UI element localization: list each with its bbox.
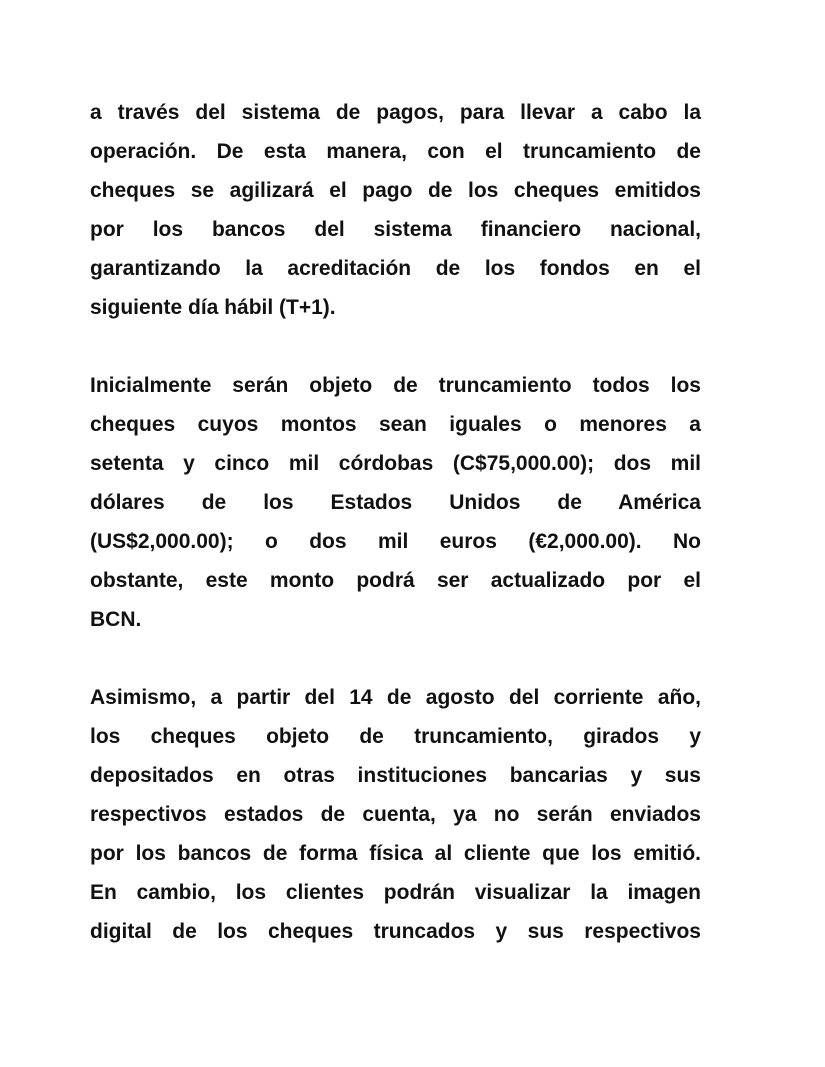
paragraph-august-change bbox=[90, 678, 701, 951]
text-line: (US$2,000.00); o dos mil euros (€2,000.00). No bbox=[90, 530, 701, 553]
text-line: a través del sistema de pagos, para llevar a cabo la bbox=[90, 101, 701, 124]
text-line: por los bancos de forma física al cliente que los emitió. bbox=[90, 842, 701, 865]
text-line: En cambio, los clientes podrán visualizar la imagen bbox=[90, 881, 701, 904]
text-line: cheques se agilizará el pago de los cheques emitidos bbox=[90, 179, 701, 202]
text-line: dólares de los Estados Unidos de América bbox=[90, 491, 701, 514]
text-line: los cheques objeto de truncamiento, girados y bbox=[90, 725, 701, 748]
text-line: obstante, este monto podrá ser actualizado por el bbox=[90, 569, 701, 592]
paragraph-payment-system bbox=[90, 93, 701, 327]
paragraph-spacer bbox=[90, 639, 701, 678]
text-line: Asimismo, a partir del 14 de agosto del corriente año, bbox=[90, 686, 701, 709]
text-line: siguiente día hábil (T+1). bbox=[90, 296, 336, 319]
text-line: setenta y cinco mil córdobas (C$75,000.00); dos mil bbox=[90, 452, 701, 475]
text-line: por los bancos del sistema financiero nacional, bbox=[90, 218, 701, 241]
text-line: Inicialmente serán objeto de truncamiento todos los bbox=[90, 374, 701, 397]
text-line: cheques cuyos montos sean iguales o menores a bbox=[90, 413, 701, 436]
text-line: garantizando la acreditación de los fondos en el bbox=[90, 257, 701, 280]
paragraph-spacer bbox=[90, 327, 701, 366]
text-line: operación. De esta manera, con el truncamiento de bbox=[90, 140, 701, 163]
document-page bbox=[90, 93, 701, 951]
text-line: respectivos estados de cuenta, ya no serán enviados bbox=[90, 803, 701, 826]
text-line: digital de los cheques truncados y sus respectivos bbox=[90, 920, 701, 943]
text-line: BCN. bbox=[90, 608, 142, 631]
text-line: depositados en otras instituciones bancarias y sus bbox=[90, 764, 701, 787]
paragraph-truncation-amounts bbox=[90, 366, 701, 639]
